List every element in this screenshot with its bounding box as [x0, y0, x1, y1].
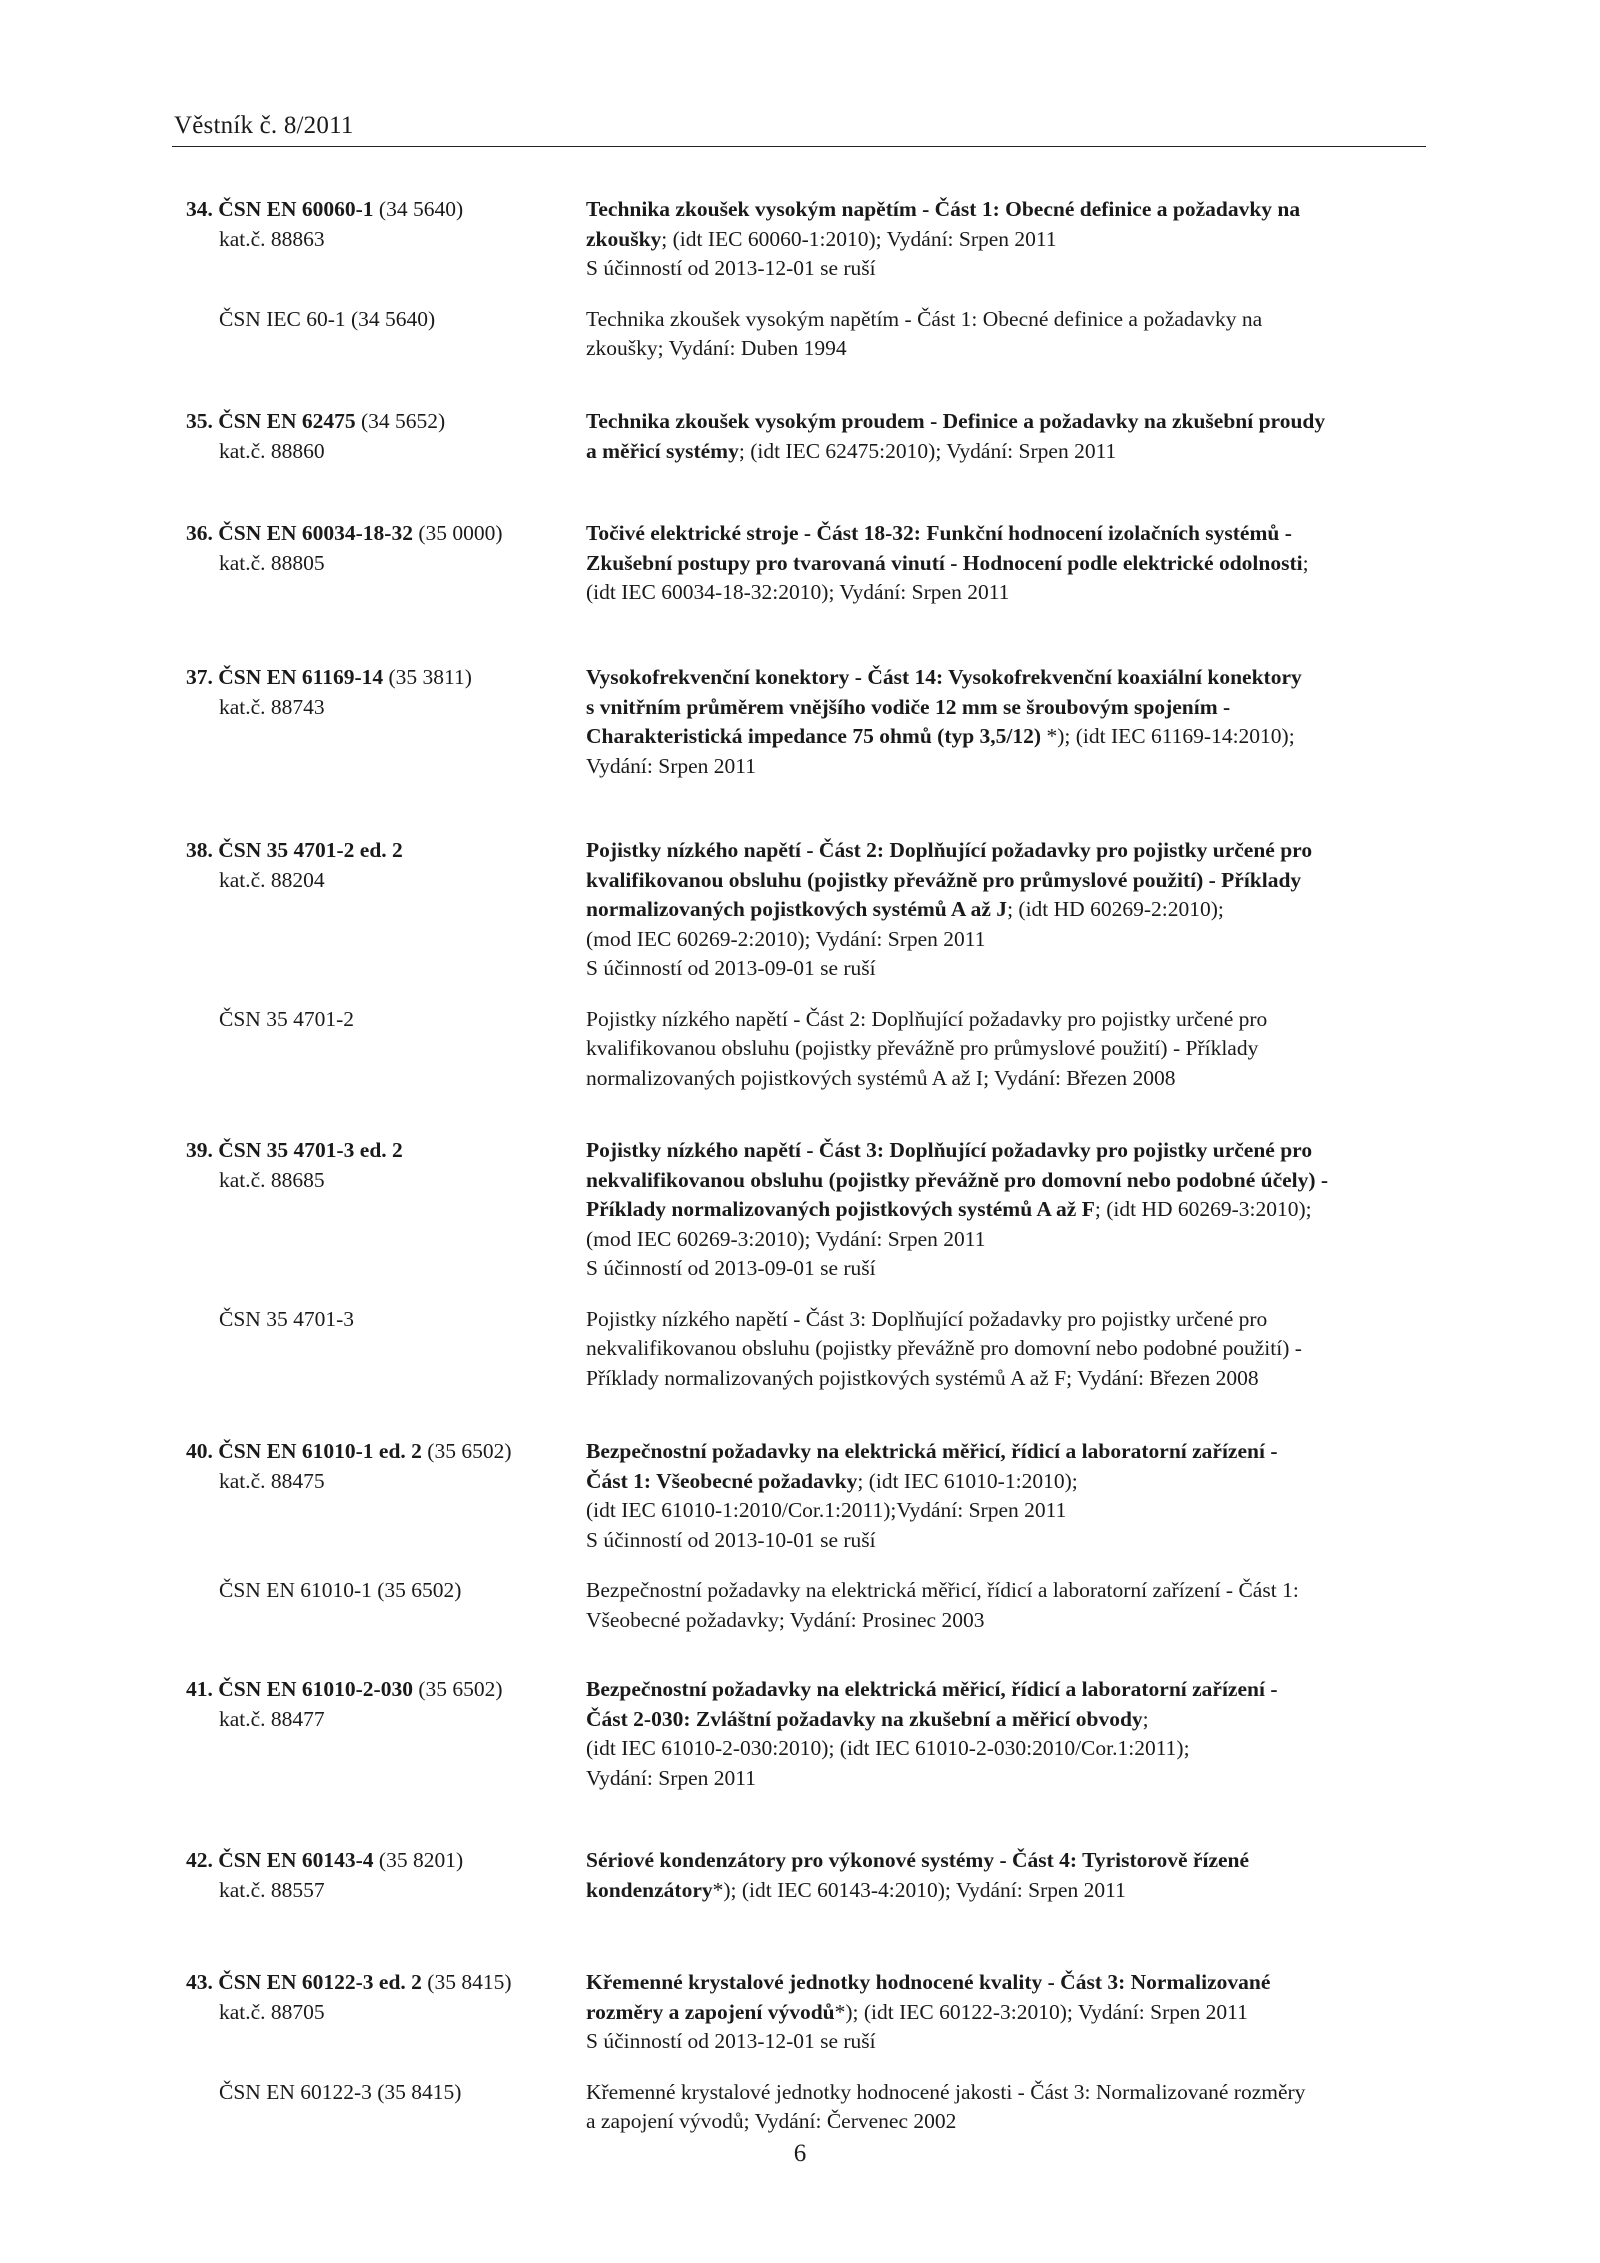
description-bold: Charakteristická impedance 75 ohmů (typ 3,5/12) [586, 724, 1042, 748]
entry-identifier [0, 1846, 586, 1905]
catalog-number: kat.č. 88475 [219, 1468, 325, 1493]
description-bold: Pojistky nízkého napětí - Část 3: Doplňující požadavky pro pojistky určené pro [586, 1138, 1313, 1162]
entry-identifier [0, 1437, 586, 1555]
description-text: (mod IEC 60269-3:2010); Vydání: Srpen 2011 [586, 1226, 986, 1251]
replaced-standard-description [586, 1576, 1426, 1635]
standard-code: ČSN EN 61010-2-030 [218, 1677, 413, 1701]
replaced-standard-code: ČSN IEC 60-1 (34 5640) [219, 306, 436, 331]
description-text: ; (idt IEC 62475:2010); Vydání: Srpen 2011 [738, 438, 1117, 463]
description-line [586, 954, 1426, 984]
description-bold: Bezpečnostní požadavky na elektrická měřicí, řídicí a laboratorní zařízení - [586, 1677, 1278, 1701]
entry-number: 35. [186, 409, 213, 433]
description-line [586, 1526, 1426, 1556]
replaced-description-line: Všeobecné požadavky; Vydání: Prosinec 2003 [586, 1607, 985, 1632]
standard-entry [0, 1136, 1600, 1393]
header-rule [172, 146, 1426, 147]
description-text: *); (idt IEC 60143-4:2010); Vydání: Srpen 2011 [712, 1877, 1126, 1902]
entry-identifier [0, 1136, 586, 1284]
description-text: ; [1302, 550, 1309, 575]
class-code: (35 8415) [421, 1970, 512, 1994]
entry-gap [0, 1284, 1600, 1305]
entry-identifier [0, 1675, 586, 1793]
description-line [586, 663, 1426, 693]
entry-code-line [186, 407, 586, 437]
description-line [586, 1225, 1426, 1255]
description-bold: Sériové kondenzátory pro výkonové systémy - Část 4: Tyristorově řízené [586, 1848, 1250, 1872]
description-bold: Technika zkoušek vysokým proudem - Definice a požadavky na zkušební proudy [586, 409, 1326, 433]
description-bold: zkoušky [586, 226, 662, 251]
standard-code: ČSN EN 60034-18-32 [218, 521, 413, 545]
description-line [586, 752, 1426, 782]
standard-entry [0, 519, 1600, 608]
entry-number: 42. [186, 1848, 213, 1872]
description-line [586, 549, 1426, 579]
description-bold: normalizovaných pojistkových systémů A až J [586, 897, 1008, 921]
description-text: *); (idt IEC 60122-3:2010); Vydání: Srpen 2011 [834, 1999, 1248, 2024]
header-title: Věstník č. 8/2011 [174, 112, 354, 139]
entry-number: 39. [186, 1138, 213, 1162]
standard-entry [0, 1968, 1600, 2137]
standard-code: ČSN EN 60143-4 [218, 1848, 374, 1872]
description-text: S účinností od 2013-09-01 se ruší [586, 956, 876, 980]
entry-identifier [0, 407, 586, 466]
description-text: Vydání: Srpen 2011 [586, 1765, 756, 1790]
standard-code: ČSN EN 61169-14 [218, 665, 384, 689]
replaced-standard-identifier [0, 305, 586, 364]
replaced-description-line: Pojistky nízkého napětí - Část 3: Doplňující požadavky pro pojistky určené pro [586, 1306, 1268, 1331]
description-bold: kvalifikovanou obsluhu (pojistky převážně pro průmyslové použití) - Příklady [586, 867, 1302, 892]
standard-code: ČSN EN 60122-3 ed. 2 [218, 1970, 422, 1994]
description-line [586, 1166, 1426, 1196]
entry-main-row [0, 519, 1600, 608]
entry-code-line [186, 663, 586, 693]
replaced-standard-identifier [0, 1305, 586, 1394]
description-line [586, 1998, 1426, 2028]
entry-main-row [0, 195, 1600, 284]
description-text: (idt IEC 61010-1:2010/Cor.1:2011);Vydání: Srpen 2011 [586, 1498, 1067, 1522]
entry-number: 41. [186, 1677, 213, 1701]
description-text: *); (idt IEC 61169-14:2010); [1041, 724, 1295, 748]
description-bold: s vnitřním průměrem vnějšího vodiče 12 mm se šroubovým spojením - [586, 694, 1231, 719]
entry-gap [0, 984, 1600, 1005]
entry-main-row [0, 407, 1600, 466]
description-text: S účinností od 2013-12-01 se ruší [586, 2029, 876, 2053]
description-line [586, 225, 1426, 255]
catalog-number: kat.č. 88860 [219, 438, 325, 463]
replaced-standard-identifier [0, 1576, 586, 1635]
replaced-standard-row [0, 1005, 1600, 1094]
description-bold: a měřicí systémy [586, 438, 739, 463]
description-line [586, 519, 1426, 549]
description-line [586, 1496, 1426, 1526]
entry-number: 37. [186, 665, 213, 689]
catalog-number: kat.č. 88705 [219, 1999, 325, 2024]
class-code: (34 5640) [373, 197, 464, 221]
catalog-number: kat.č. 88863 [219, 226, 325, 251]
description-bold: Příklady normalizovaných pojistkových systémů A až F [586, 1197, 1095, 1221]
entry-identifier [0, 1968, 586, 2057]
description-line [586, 1136, 1426, 1166]
description-line [586, 1734, 1426, 1764]
entry-main-row [0, 1675, 1600, 1793]
standard-code: ČSN EN 62475 [218, 409, 356, 433]
replaced-standard-description [586, 1305, 1426, 1394]
description-bold: Technika zkoušek vysokým napětím - Část 1: Obecné definice a požadavky na [586, 197, 1301, 221]
replaced-standard-code: ČSN 35 4701-3 [219, 1306, 354, 1331]
replaced-description-line: Příklady normalizovaných pojistkových systémů A až F; Vydání: Březen 2008 [586, 1365, 1259, 1390]
entry-main-row [0, 1846, 1600, 1905]
description-line [586, 1968, 1426, 1998]
entry-description [586, 1968, 1426, 2057]
entry-code-line [186, 1846, 586, 1876]
description-line [586, 836, 1426, 866]
entry-main-row [0, 663, 1600, 781]
class-code: (35 6502) [412, 1677, 503, 1701]
entry-number: 43. [186, 1970, 213, 1994]
entry-identifier [0, 519, 586, 608]
description-line [586, 925, 1426, 955]
entry-main-row [0, 1968, 1600, 2057]
entry-description [586, 1675, 1426, 1793]
description-line [586, 1876, 1426, 1906]
description-bold: Vysokofrekvenční konektory - Část 14: Vysokofrekvenční koaxiální konektory [586, 665, 1302, 689]
catalog-number: kat.č. 88685 [219, 1167, 325, 1192]
standard-entry [0, 407, 1600, 466]
replaced-standard-row [0, 1305, 1600, 1394]
description-text: ; (idt IEC 60060-1:2010); Vydání: Srpen 2011 [661, 226, 1057, 251]
description-bold: nekvalifikovanou obsluhu (pojistky převážně pro domovní nebo podobné účely) - [586, 1167, 1329, 1192]
page-number: 6 [793, 2140, 807, 2167]
description-line [586, 578, 1426, 608]
catalog-number: kat.č. 88805 [219, 550, 325, 575]
description-text: ; [1142, 1706, 1149, 1731]
entry-description [586, 1437, 1426, 1555]
replaced-standard-row [0, 305, 1600, 364]
replaced-standard-row [0, 1576, 1600, 1635]
entry-code-line [186, 1136, 586, 1166]
standard-entry [0, 836, 1600, 1093]
replaced-standard-identifier [0, 1005, 586, 1094]
entry-number: 40. [186, 1439, 213, 1463]
replaced-description-line: Pojistky nízkého napětí - Část 2: Doplňující požadavky pro pojistky určené pro [586, 1006, 1268, 1031]
description-bold: Část 2-030: Zvláštní požadavky na zkušební a měřicí obvody [586, 1706, 1143, 1731]
description-line [586, 195, 1426, 225]
entry-number: 36. [186, 521, 213, 545]
entry-main-row [0, 1136, 1600, 1284]
entry-code-line [186, 836, 586, 866]
entry-gap [0, 2057, 1600, 2078]
entry-code-line [186, 519, 586, 549]
catalog-number: kat.č. 88204 [219, 867, 325, 892]
entry-code-line [186, 1437, 586, 1467]
catalog-number: kat.č. 88743 [219, 694, 325, 719]
description-line [586, 1195, 1426, 1225]
description-text: (idt IEC 60034-18-32:2010); Vydání: Srpen 2011 [586, 580, 1010, 604]
description-line [586, 1764, 1426, 1794]
description-text: ; (idt IEC 61010-1:2010); [857, 1468, 1078, 1493]
entry-main-row [0, 1437, 1600, 1555]
replaced-description-line: kvalifikovanou obsluhu (pojistky převážně pro průmyslové použití) - Příklady [586, 1036, 1259, 1060]
entry-number: 38. [186, 838, 213, 862]
description-text: ; (idt HD 60269-2:2010); [1007, 897, 1224, 921]
description-bold: Zkušební postupy pro tvarovaná vinutí - Hodnocení podle elektrické odolnosti [586, 550, 1303, 575]
description-text: (idt IEC 61010-2-030:2010); (idt IEC 61010-2-030:2010/Cor.1:2011); [586, 1736, 1190, 1760]
entry-code-line [186, 1675, 586, 1705]
replaced-description-line: Bezpečnostní požadavky na elektrická měřicí, řídicí a laboratorní zařízení - Část 1: [586, 1578, 1299, 1602]
class-code: (35 0000) [412, 521, 503, 545]
replaced-description-line: zkoušky; Vydání: Duben 1994 [586, 336, 847, 360]
catalog-number: kat.č. 88557 [219, 1877, 325, 1902]
entry-description [586, 836, 1426, 984]
description-line [586, 1705, 1426, 1735]
description-bold: Točivé elektrické stroje - Část 18-32: Funkční hodnocení izolačních systémů - [586, 521, 1292, 545]
description-line [586, 2027, 1426, 2057]
description-bold: kondenzátory [586, 1877, 713, 1902]
replaced-description-line: nekvalifikovanou obsluhu (pojistky převážně pro domovní nebo podobné použití) - [586, 1336, 1302, 1360]
description-bold: Část 1: Všeobecné požadavky [586, 1468, 858, 1493]
replaced-description-line: Technika zkoušek vysokým napětím - Část 1: Obecné definice a požadavky na [586, 306, 1263, 331]
standard-entry [0, 1437, 1600, 1635]
entry-description [586, 519, 1426, 608]
entry-code-line [186, 1968, 586, 1998]
description-text: ; (idt HD 60269-3:2010); [1094, 1197, 1312, 1221]
catalog-number: kat.č. 88477 [219, 1706, 325, 1731]
entry-description [586, 407, 1426, 466]
entry-identifier [0, 195, 586, 284]
description-bold: Pojistky nízkého napětí - Část 2: Doplňující požadavky pro pojistky určené pro [586, 838, 1313, 862]
entry-gap [0, 1555, 1600, 1576]
standard-code: ČSN EN 61010-1 ed. 2 [218, 1439, 422, 1463]
description-text: (mod IEC 60269-2:2010); Vydání: Srpen 2011 [586, 926, 986, 951]
class-code: (35 3811) [383, 665, 472, 689]
replaced-standard-identifier [0, 2078, 586, 2137]
description-line [586, 866, 1426, 896]
description-line [586, 895, 1426, 925]
description-line [586, 1467, 1426, 1497]
replaced-standard-code: ČSN EN 60122-3 (35 8415) [219, 2079, 462, 2104]
standard-entry [0, 195, 1600, 364]
class-code: (35 8201) [373, 1848, 464, 1872]
description-line [586, 693, 1426, 723]
description-line [586, 1254, 1426, 1284]
standard-entry [0, 1675, 1600, 1793]
replaced-standard-row [0, 2078, 1600, 2137]
class-code: (34 5652) [355, 409, 446, 433]
entry-description [586, 195, 1426, 284]
entry-identifier [0, 836, 586, 984]
entry-number: 34. [186, 197, 213, 221]
class-code: (35 6502) [421, 1439, 512, 1463]
replaced-standard-description [586, 1005, 1426, 1094]
description-text: S účinností od 2013-10-01 se ruší [586, 1527, 876, 1552]
description-line [586, 1846, 1426, 1876]
entry-description [586, 663, 1426, 781]
description-line [586, 407, 1426, 437]
replaced-description-line: Křemenné krystalové jednotky hodnocené jakosti - Část 3: Normalizované rozměry [586, 2079, 1306, 2104]
standard-entry [0, 1846, 1600, 1905]
replaced-standard-code: ČSN 35 4701-2 [219, 1006, 354, 1031]
entry-description [586, 1136, 1426, 1284]
description-line [586, 254, 1426, 284]
entry-code-line [186, 195, 586, 225]
description-bold: Křemenné krystalové jednotky hodnocené kvality - Část 3: Normalizované [586, 1970, 1271, 1994]
description-line [586, 1675, 1426, 1705]
description-bold: Bezpečnostní požadavky na elektrická měřicí, řídicí a laboratorní zařízení - [586, 1439, 1278, 1463]
entry-description [586, 1846, 1426, 1905]
standard-code: ČSN 35 4701-2 ed. 2 [218, 838, 403, 862]
description-bold: rozměry a zapojení vývodů [586, 1999, 835, 2024]
standard-entry [0, 663, 1600, 781]
replaced-description-line: normalizovaných pojistkových systémů A až I; Vydání: Březen 2008 [586, 1065, 1176, 1090]
description-line [586, 437, 1426, 467]
description-text: S účinností od 2013-12-01 se ruší [586, 256, 876, 280]
replaced-description-line: a zapojení vývodů; Vydání: Červenec 2002 [586, 2109, 957, 2133]
replaced-standard-description [586, 2078, 1426, 2137]
description-text: S účinností od 2013-09-01 se ruší [586, 1256, 876, 1280]
replaced-standard-code: ČSN EN 61010-1 (35 6502) [219, 1578, 462, 1602]
entry-gap [0, 284, 1600, 305]
description-text: Vydání: Srpen 2011 [586, 753, 756, 778]
entry-identifier [0, 663, 586, 781]
standard-code: ČSN 35 4701-3 ed. 2 [218, 1138, 403, 1162]
standard-code: ČSN EN 60060-1 [218, 197, 374, 221]
replaced-standard-description [586, 305, 1426, 364]
description-line [586, 722, 1426, 752]
description-line [586, 1437, 1426, 1467]
entry-main-row [0, 836, 1600, 984]
